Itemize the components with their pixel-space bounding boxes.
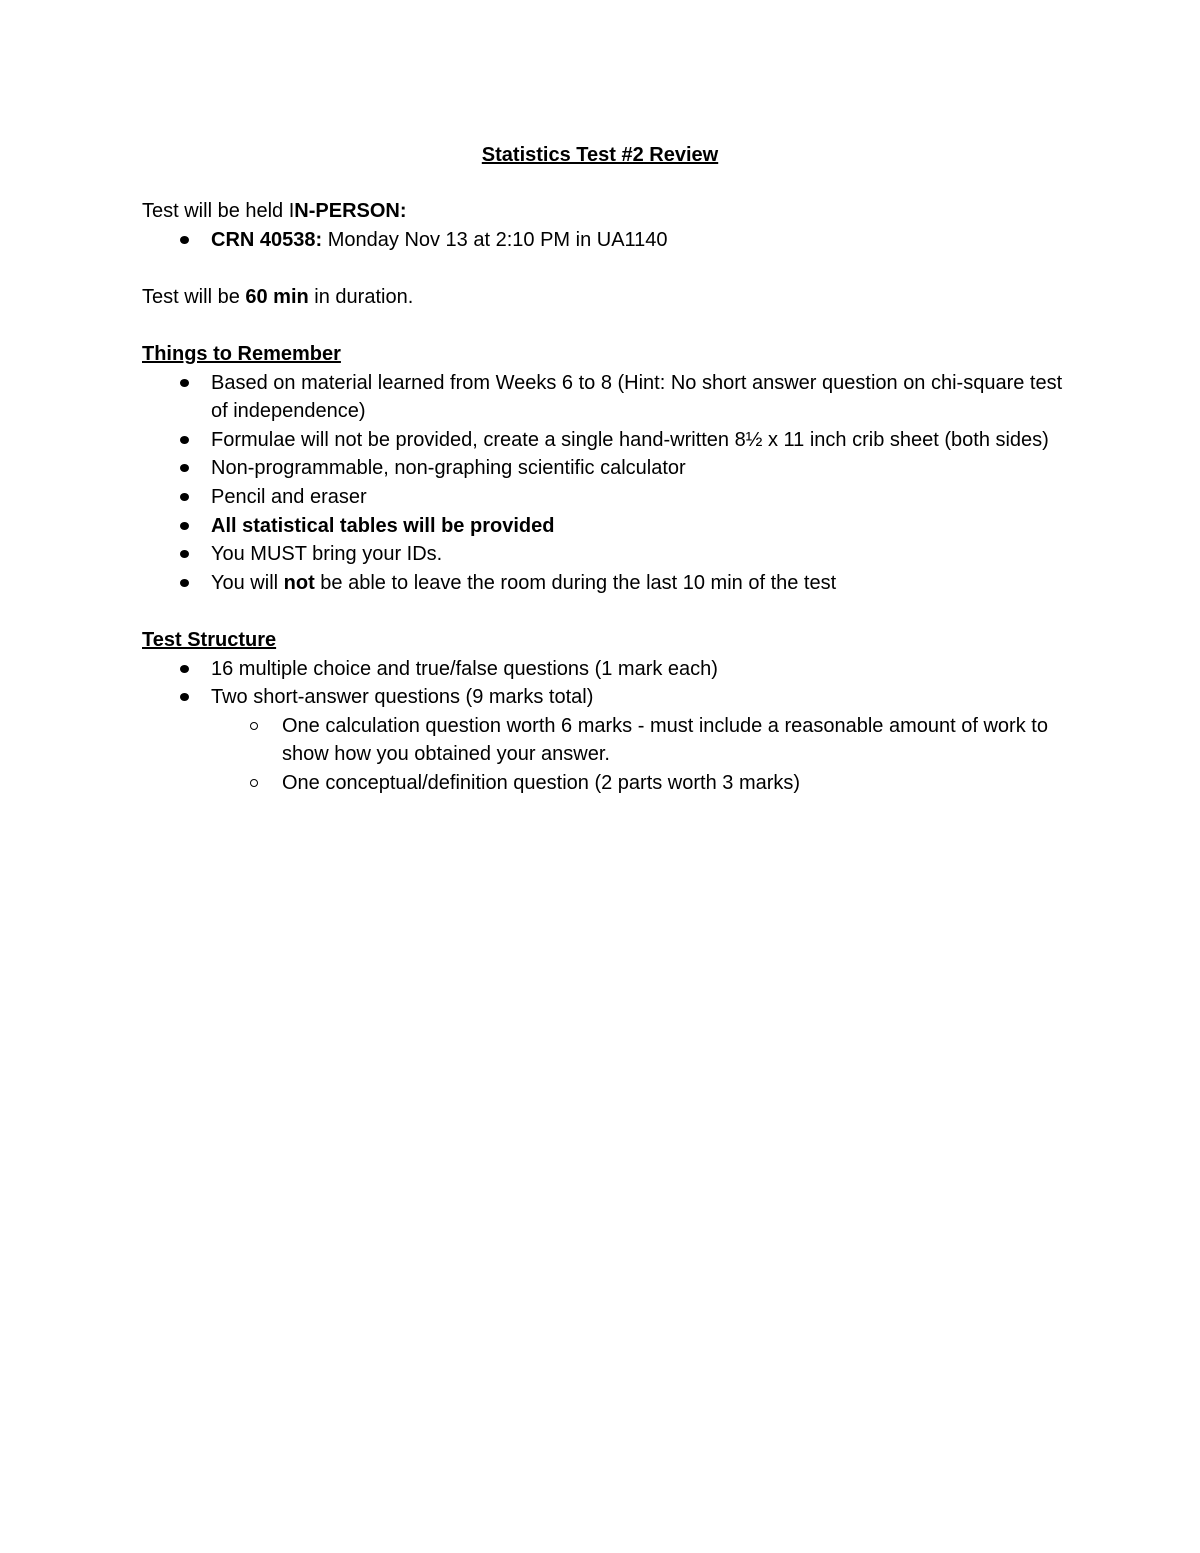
hollow-bullet-icon — [250, 779, 258, 787]
document-title: Statistics Test #2 Review — [481, 144, 719, 166]
list-item — [211, 512, 1072, 541]
sub-list-item-text: One calculation question worth 6 marks - must include a reasonable amount of work to show how you obtained your answer. — [282, 714, 1048, 766]
list-item — [211, 483, 1072, 512]
bullet-icon — [180, 464, 189, 472]
structure-heading: Test Structure — [142, 628, 277, 651]
sub-list-item-text: One conceptual/definition question (2 parts worth 3 marks) — [282, 771, 801, 794]
list-item — [211, 454, 1072, 483]
list-item-text: Based on material learned from Weeks 6 to 8 (Hint: No short answer question on chi-square test of independence) — [211, 371, 1063, 423]
held-line — [142, 197, 1072, 226]
list-item — [211, 369, 1072, 426]
structure-sub-list — [211, 712, 1072, 798]
document-body — [142, 197, 1072, 797]
bullet-icon — [180, 550, 189, 558]
list-item-text: All statistical tables will be provided — [211, 514, 555, 537]
crn-detail: Monday Nov 13 at 2:10 PM in UA1140 — [322, 228, 668, 251]
bullet-icon — [180, 579, 189, 587]
bullet-icon — [180, 665, 189, 673]
held-prefix: Test will be held I — [142, 200, 295, 222]
remember-list — [142, 369, 1072, 598]
duration-line — [142, 283, 1072, 312]
structure-list — [142, 655, 1072, 798]
list-item — [211, 569, 1072, 598]
bullet-icon — [180, 379, 189, 387]
list-item-text: You MUST bring your IDs. — [211, 543, 443, 566]
held-mode: N-PERSON: — [294, 200, 407, 222]
bullet-icon — [180, 693, 189, 701]
bullet-icon — [180, 436, 189, 444]
list-item-text: Formulae will not be provided, create a single hand-written 8½ x 11 inch crib sheet (both sides) — [211, 428, 1049, 451]
list-item — [211, 426, 1072, 455]
bullet-icon — [180, 493, 189, 501]
list-item-suffix: be able to leave the room during the last 10 min of the test — [314, 571, 837, 594]
hollow-bullet-icon — [250, 722, 258, 730]
list-item-text: Pencil and eraser — [211, 485, 367, 508]
remember-heading: Things to Remember — [142, 342, 341, 365]
list-item-text: Non-programmable, non-graphing scientific calculator — [211, 457, 686, 480]
list-item-text: Two short-answer questions (9 marks total) — [211, 686, 594, 709]
duration-value: 60 min — [245, 285, 309, 308]
list-item-emphasis: not — [283, 571, 315, 594]
sub-list-item — [282, 769, 1072, 798]
sub-list-item — [282, 712, 1072, 769]
list-item-text: 16 multiple choice and true/false questions (1 mark each) — [211, 657, 718, 680]
bullet-icon — [180, 236, 189, 244]
list-item-prefix: You will — [211, 571, 284, 594]
list-item — [211, 655, 1072, 684]
crn-label: CRN 40538: — [211, 228, 323, 251]
list-item — [211, 683, 1072, 797]
list-item — [211, 540, 1072, 569]
list-item-crn — [211, 226, 1072, 255]
duration-suffix: in duration. — [308, 285, 414, 308]
duration-prefix: Test will be — [142, 285, 246, 308]
held-list — [142, 226, 1072, 255]
bullet-icon — [180, 522, 189, 530]
